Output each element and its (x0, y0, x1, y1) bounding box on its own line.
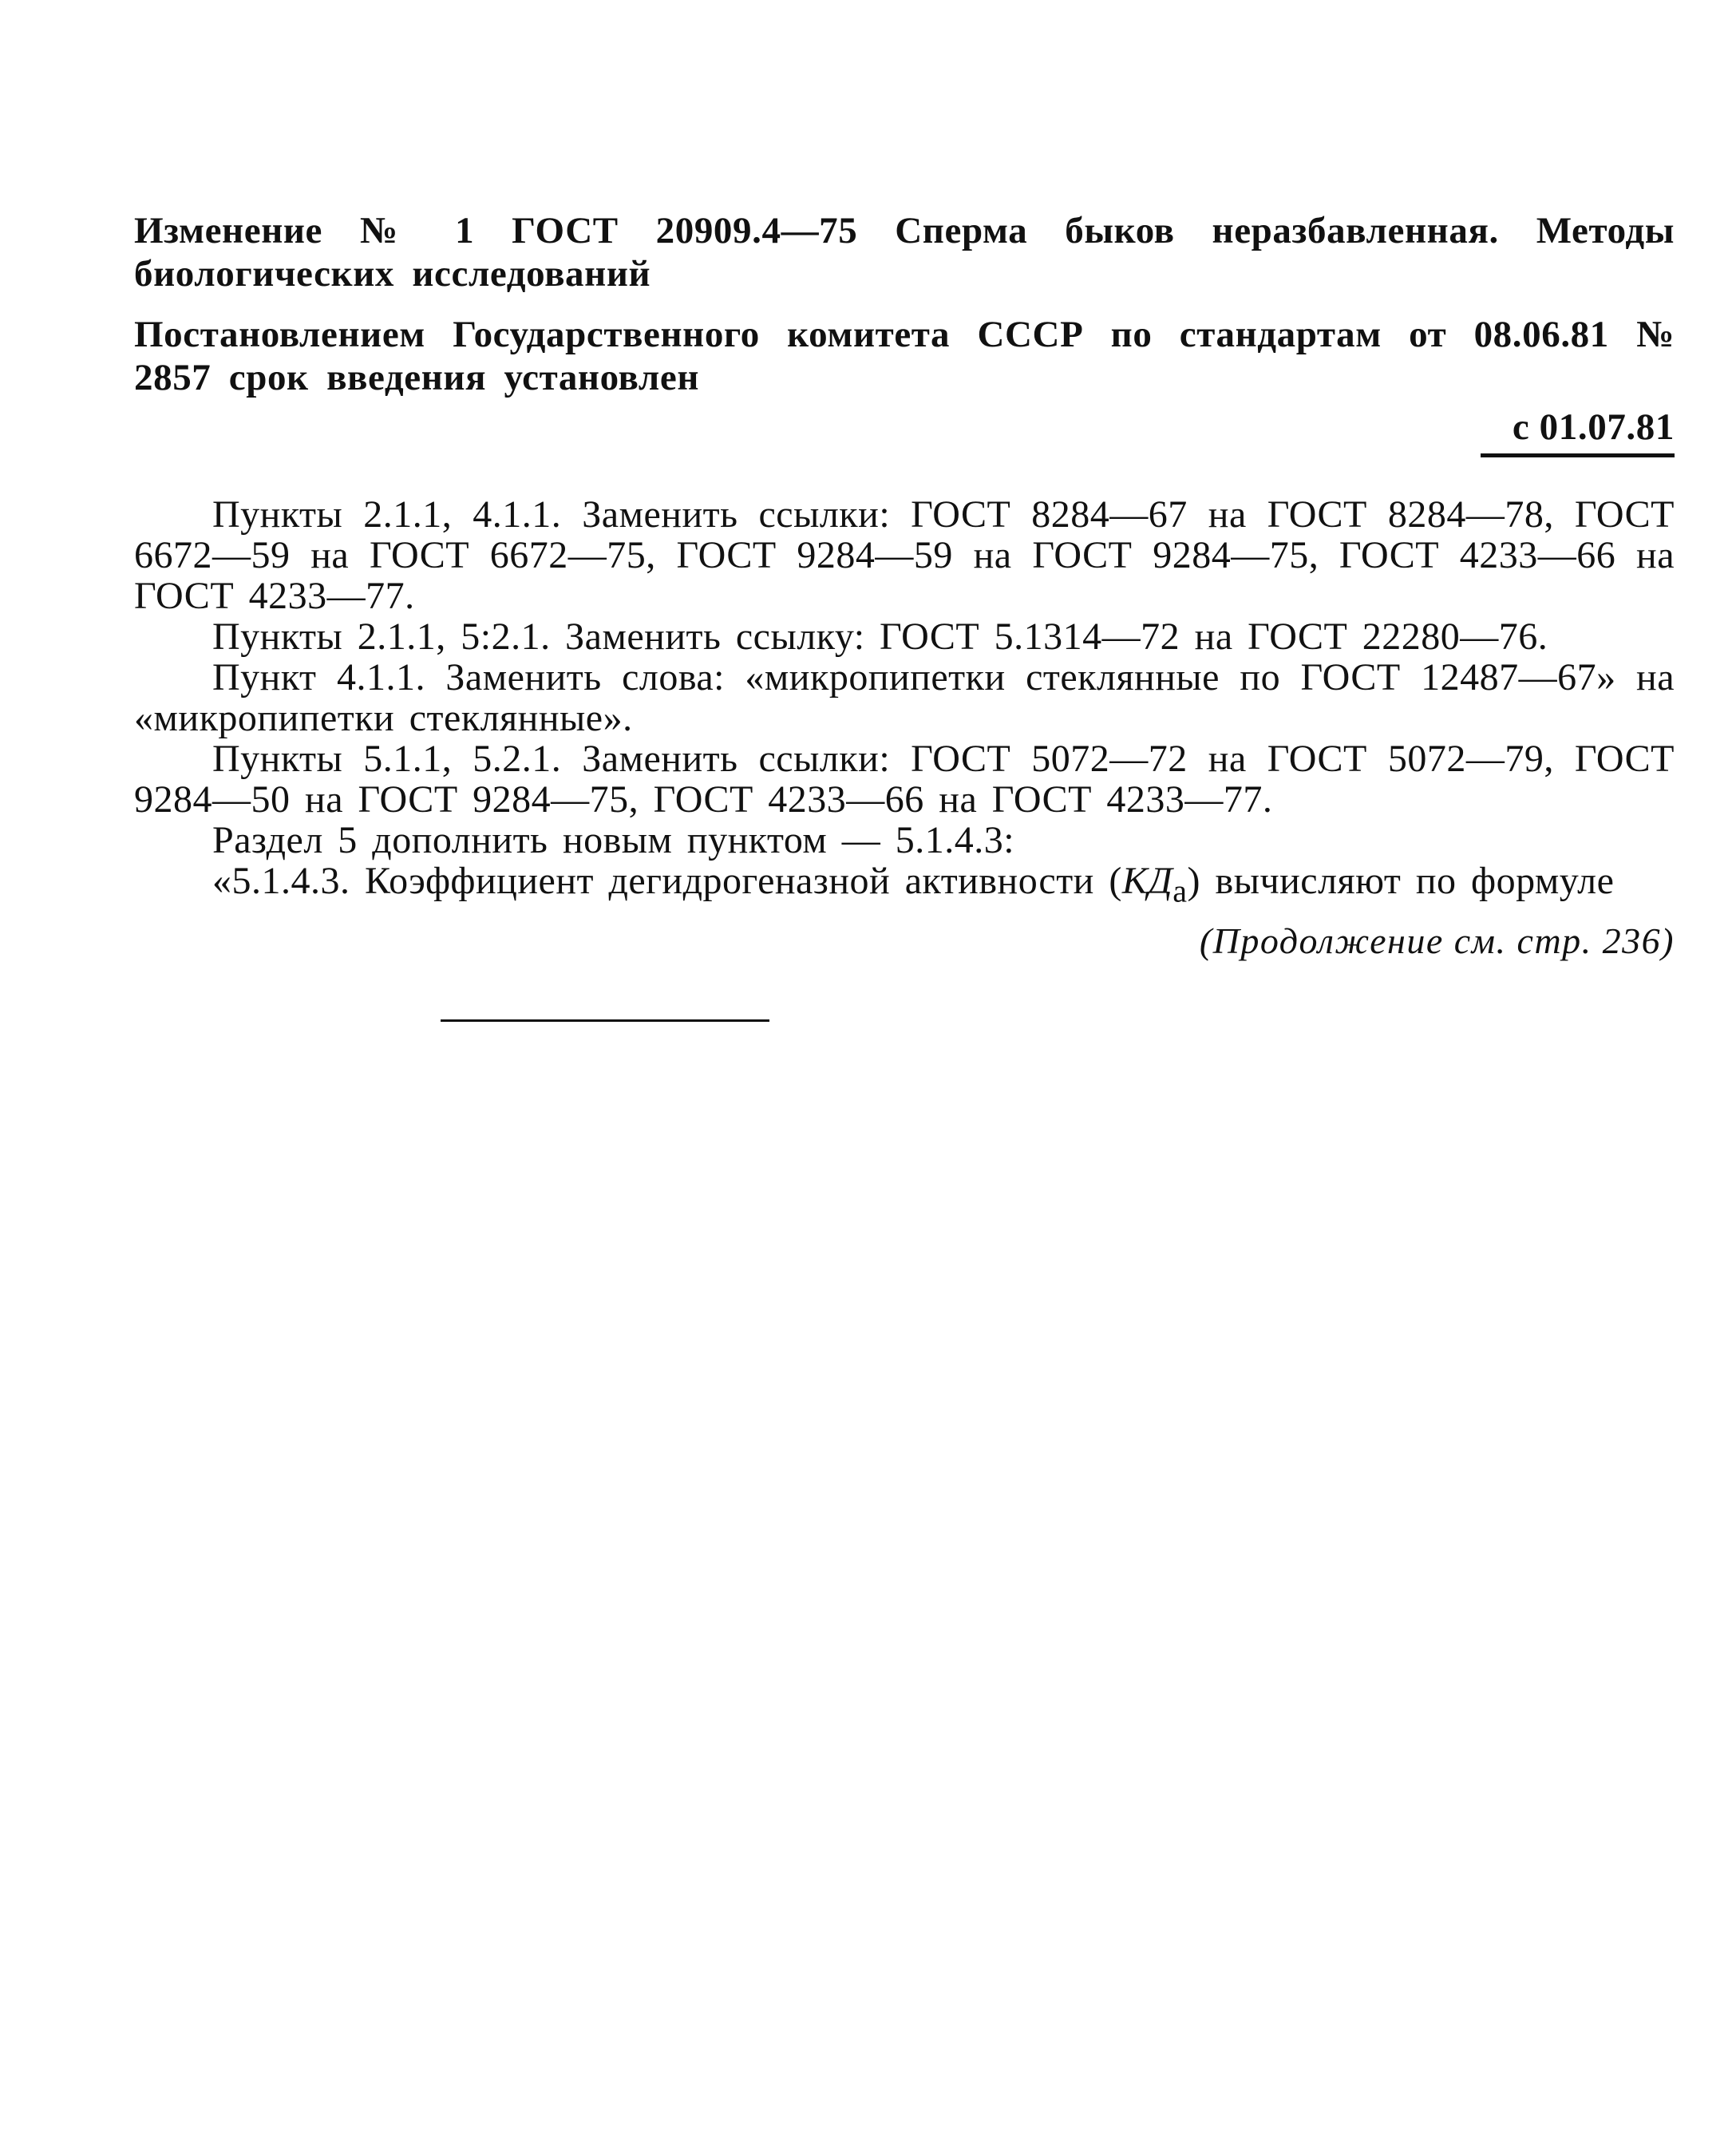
paragraph-2: Пункты 2.1.1, 5:2.1. Заменить ссылку: ГОСТ 5.1314—72 на ГОСТ 22280—76. (212, 615, 1548, 658)
effective-date: с 01.07.81 (1481, 406, 1675, 457)
document-title: Изменение № 1 ГОСТ 20909.4—75 Сперма быков неразбавленная. Методы биологических исследований (134, 210, 1675, 295)
paragraph-3: Пункт 4.1.1. Заменить слова: «микропипетки стеклянные по ГОСТ 12487—67» на «микропипетки стеклянные». (134, 656, 1675, 739)
effective-date-line (134, 406, 1675, 457)
paragraph-5: Раздел 5 дополнить новым пунктом — 5.1.4.3: (212, 819, 1015, 861)
document-page (134, 209, 1675, 963)
paragraph-1: Пункты 2.1.1, 4.1.1. Заменить ссылки: ГОСТ 8284—67 на ГОСТ 8284—78, ГОСТ 6672—59 на ГОСТ 6672—75, ГОСТ 9284—59 на ГОСТ 9284—75, ГОСТ 4233—66 на ГОСТ 4233—77. (134, 493, 1675, 617)
end-rule (441, 1019, 769, 1022)
formula-subscript: а (1172, 873, 1188, 909)
decree-text: Постановлением Государственного комитета СССР по стандартам от 08.06.81 № 2857 срок введения установлен (134, 314, 1675, 398)
formula-intro (134, 861, 1675, 912)
paragraph-4: Пункты 5.1.1, 5.2.1. Заменить ссылки: ГОСТ 5072—72 на ГОСТ 5072—79, ГОСТ 9284—50 на ГОСТ 9284—75, ГОСТ 4233—66 на ГОСТ 4233—77. (134, 738, 1675, 821)
formula-intro-before: «5.1.4.3. Коэффициент дегидрогеназной активности ( (212, 860, 1122, 902)
formula-intro-after: ) вычисляют по формуле (1187, 860, 1615, 902)
continued-note: (Продолжение см. стр. 236) (1199, 920, 1675, 961)
document-body (134, 494, 1675, 912)
formula-symbol: КД (1121, 860, 1173, 902)
